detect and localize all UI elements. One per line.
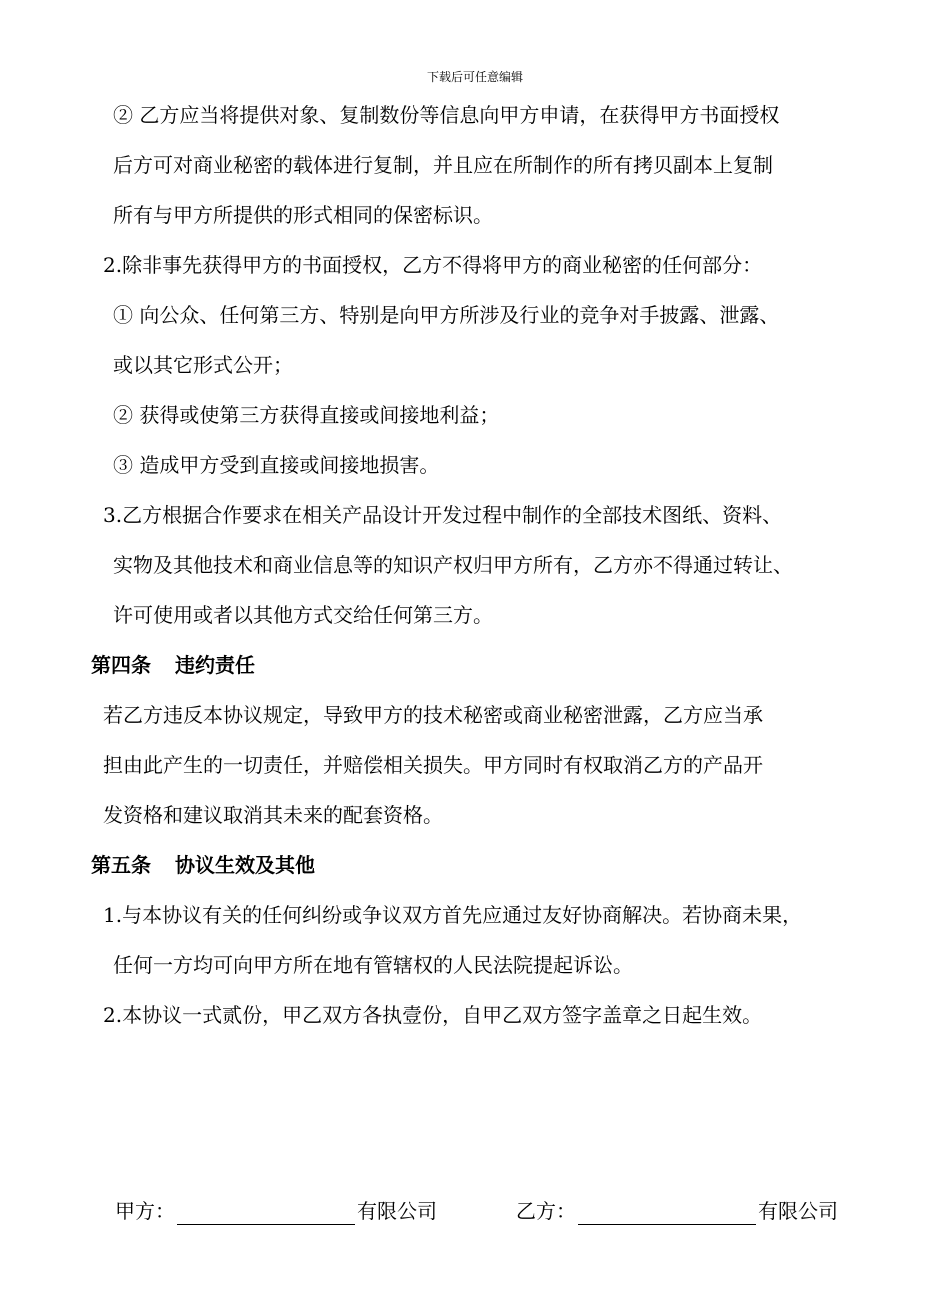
page-header: 下载后可任意编辑 bbox=[426, 70, 523, 84]
section-5-line: 2.本协议一式贰份，甲乙双方各执壹份，自甲乙双方签字盖章之日起生效。 bbox=[103, 1003, 763, 1027]
party-a-blank bbox=[177, 1202, 355, 1225]
section-heading-4 bbox=[91, 651, 255, 679]
clause-line: 3.乙方根据合作要求在相关产品设计开发过程中制作的全部技术图纸、资料、 bbox=[103, 503, 783, 527]
clause-line: 许可使用或者以其他方式交给任何第三方。 bbox=[113, 603, 493, 627]
section-title: 协议生效及其他 bbox=[175, 853, 315, 877]
clause-line: ② 乙方应当将提供对象、复制数份等信息向甲方申请，在获得甲方书面授权 bbox=[113, 103, 780, 127]
section-5-line: 1.与本协议有关的任何纠纷或争议双方首先应通过友好协商解决。若协商未果， bbox=[103, 903, 803, 927]
clause-line: 或以其它形式公开； bbox=[113, 353, 293, 377]
clause-line: ① 向公众、任何第三方、特别是向甲方所涉及行业的竞争对手披露、泄露、 bbox=[113, 303, 780, 327]
section-heading-5 bbox=[91, 851, 315, 879]
section-4-line: 发资格和建议取消其未来的配套资格。 bbox=[103, 803, 443, 827]
section-number: 第四条 bbox=[91, 653, 151, 677]
party-b-suffix: 有限公司 bbox=[758, 1199, 838, 1223]
clause-line: 所有与甲方所提供的形式相同的保密标识。 bbox=[113, 203, 493, 227]
section-4-line: 担由此产生的一切责任，并赔偿相关损失。甲方同时有权取消乙方的产品开 bbox=[103, 753, 763, 777]
section-number: 第五条 bbox=[91, 853, 151, 877]
section-4-line: 若乙方违反本协议规定，导致甲方的技术秘密或商业秘密泄露，乙方应当承 bbox=[103, 703, 763, 727]
clause-line: ③ 造成甲方受到直接或间接地损害。 bbox=[113, 453, 440, 477]
signature-party-b bbox=[516, 1197, 838, 1225]
party-a-label: 甲方： bbox=[115, 1199, 175, 1223]
party-b-label: 乙方： bbox=[516, 1199, 576, 1223]
section-title: 违约责任 bbox=[175, 653, 255, 677]
signature-party-a bbox=[115, 1197, 437, 1225]
section-5-line: 任何一方均可向甲方所在地有管辖权的人民法院提起诉讼。 bbox=[113, 953, 633, 977]
clause-line: ② 获得或使第三方获得直接或间接地利益； bbox=[113, 403, 500, 427]
party-b-blank bbox=[578, 1202, 756, 1225]
party-a-suffix: 有限公司 bbox=[357, 1199, 437, 1223]
clause-line: 后方可对商业秘密的载体进行复制，并且应在所制作的所有拷贝副本上复制 bbox=[113, 153, 773, 177]
clause-line: 2.除非事先获得甲方的书面授权，乙方不得将甲方的商业秘密的任何部分： bbox=[103, 253, 763, 277]
clause-line: 实物及其他技术和商业信息等的知识产权归甲方所有，乙方亦不得通过转让、 bbox=[113, 553, 793, 577]
